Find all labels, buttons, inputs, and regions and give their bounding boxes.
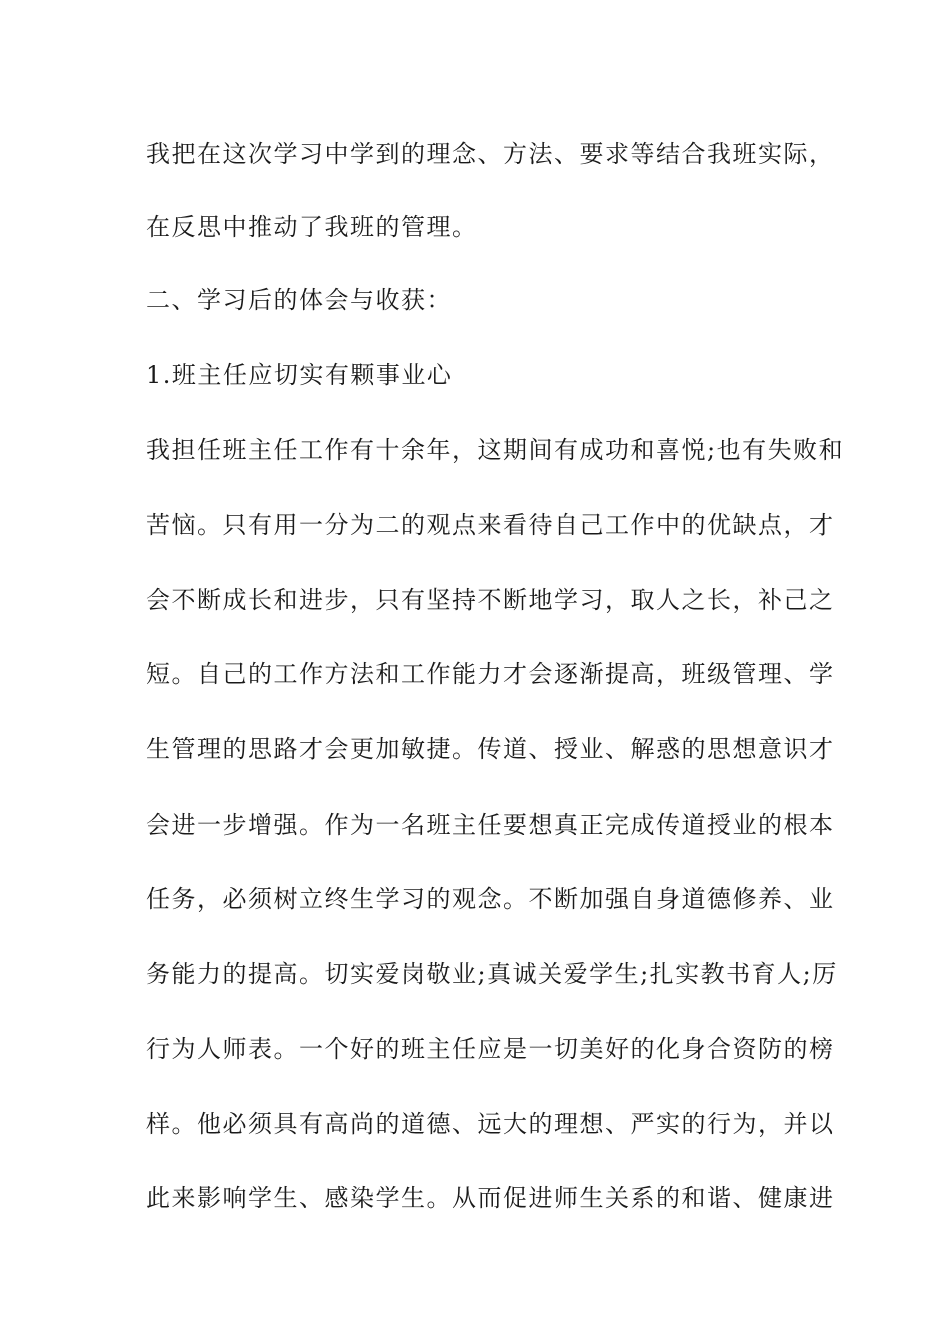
text-line: 样。他必须具有高尚的道德、远大的理想、严实的行为，并以 — [146, 1110, 835, 1138]
subsection-heading: 1.班主任应切实有颗事业心 — [146, 361, 453, 389]
text-line: 行为人师表。一个好的班主任应是一切美好的化身合资防的榜 — [146, 1035, 835, 1063]
text-line: 任务，必须树立终生学习的观念。不断加强自身道德修养、业 — [146, 885, 835, 913]
text-line: 我担任班主任工作有十余年，这期间有成功和喜悦;也有失败和 — [146, 436, 845, 464]
section-heading: 二、学习后的体会与收获： — [146, 286, 452, 314]
text-line: 会进一步增强。作为一名班主任要想真正完成传道授业的根本 — [146, 811, 835, 839]
text-line: 短。自己的工作方法和工作能力才会逐渐提高，班级管理、学 — [146, 660, 835, 688]
text-line: 在反思中推动了我班的管理。 — [146, 213, 478, 241]
text-line: 会不断成长和进步，只有坚持不断地学习，取人之长，补己之 — [146, 586, 835, 614]
text-line: 苦恼。只有用一分为二的观点来看待自己工作中的优缺点，才 — [146, 511, 835, 539]
text-line: 务能力的提高。切实爱岗敬业;真诚关爱学生;扎实教书育人;厉 — [146, 960, 838, 988]
text-line: 此来影响学生、感染学生。从而促进师生关系的和谐、健康进 — [146, 1184, 835, 1212]
text-line: 我把在这次学习中学到的理念、方法、要求等结合我班实际， — [146, 140, 835, 168]
text-line: 生管理的思路才会更加敏捷。传道、授业、解惑的思想意识才 — [146, 735, 835, 763]
